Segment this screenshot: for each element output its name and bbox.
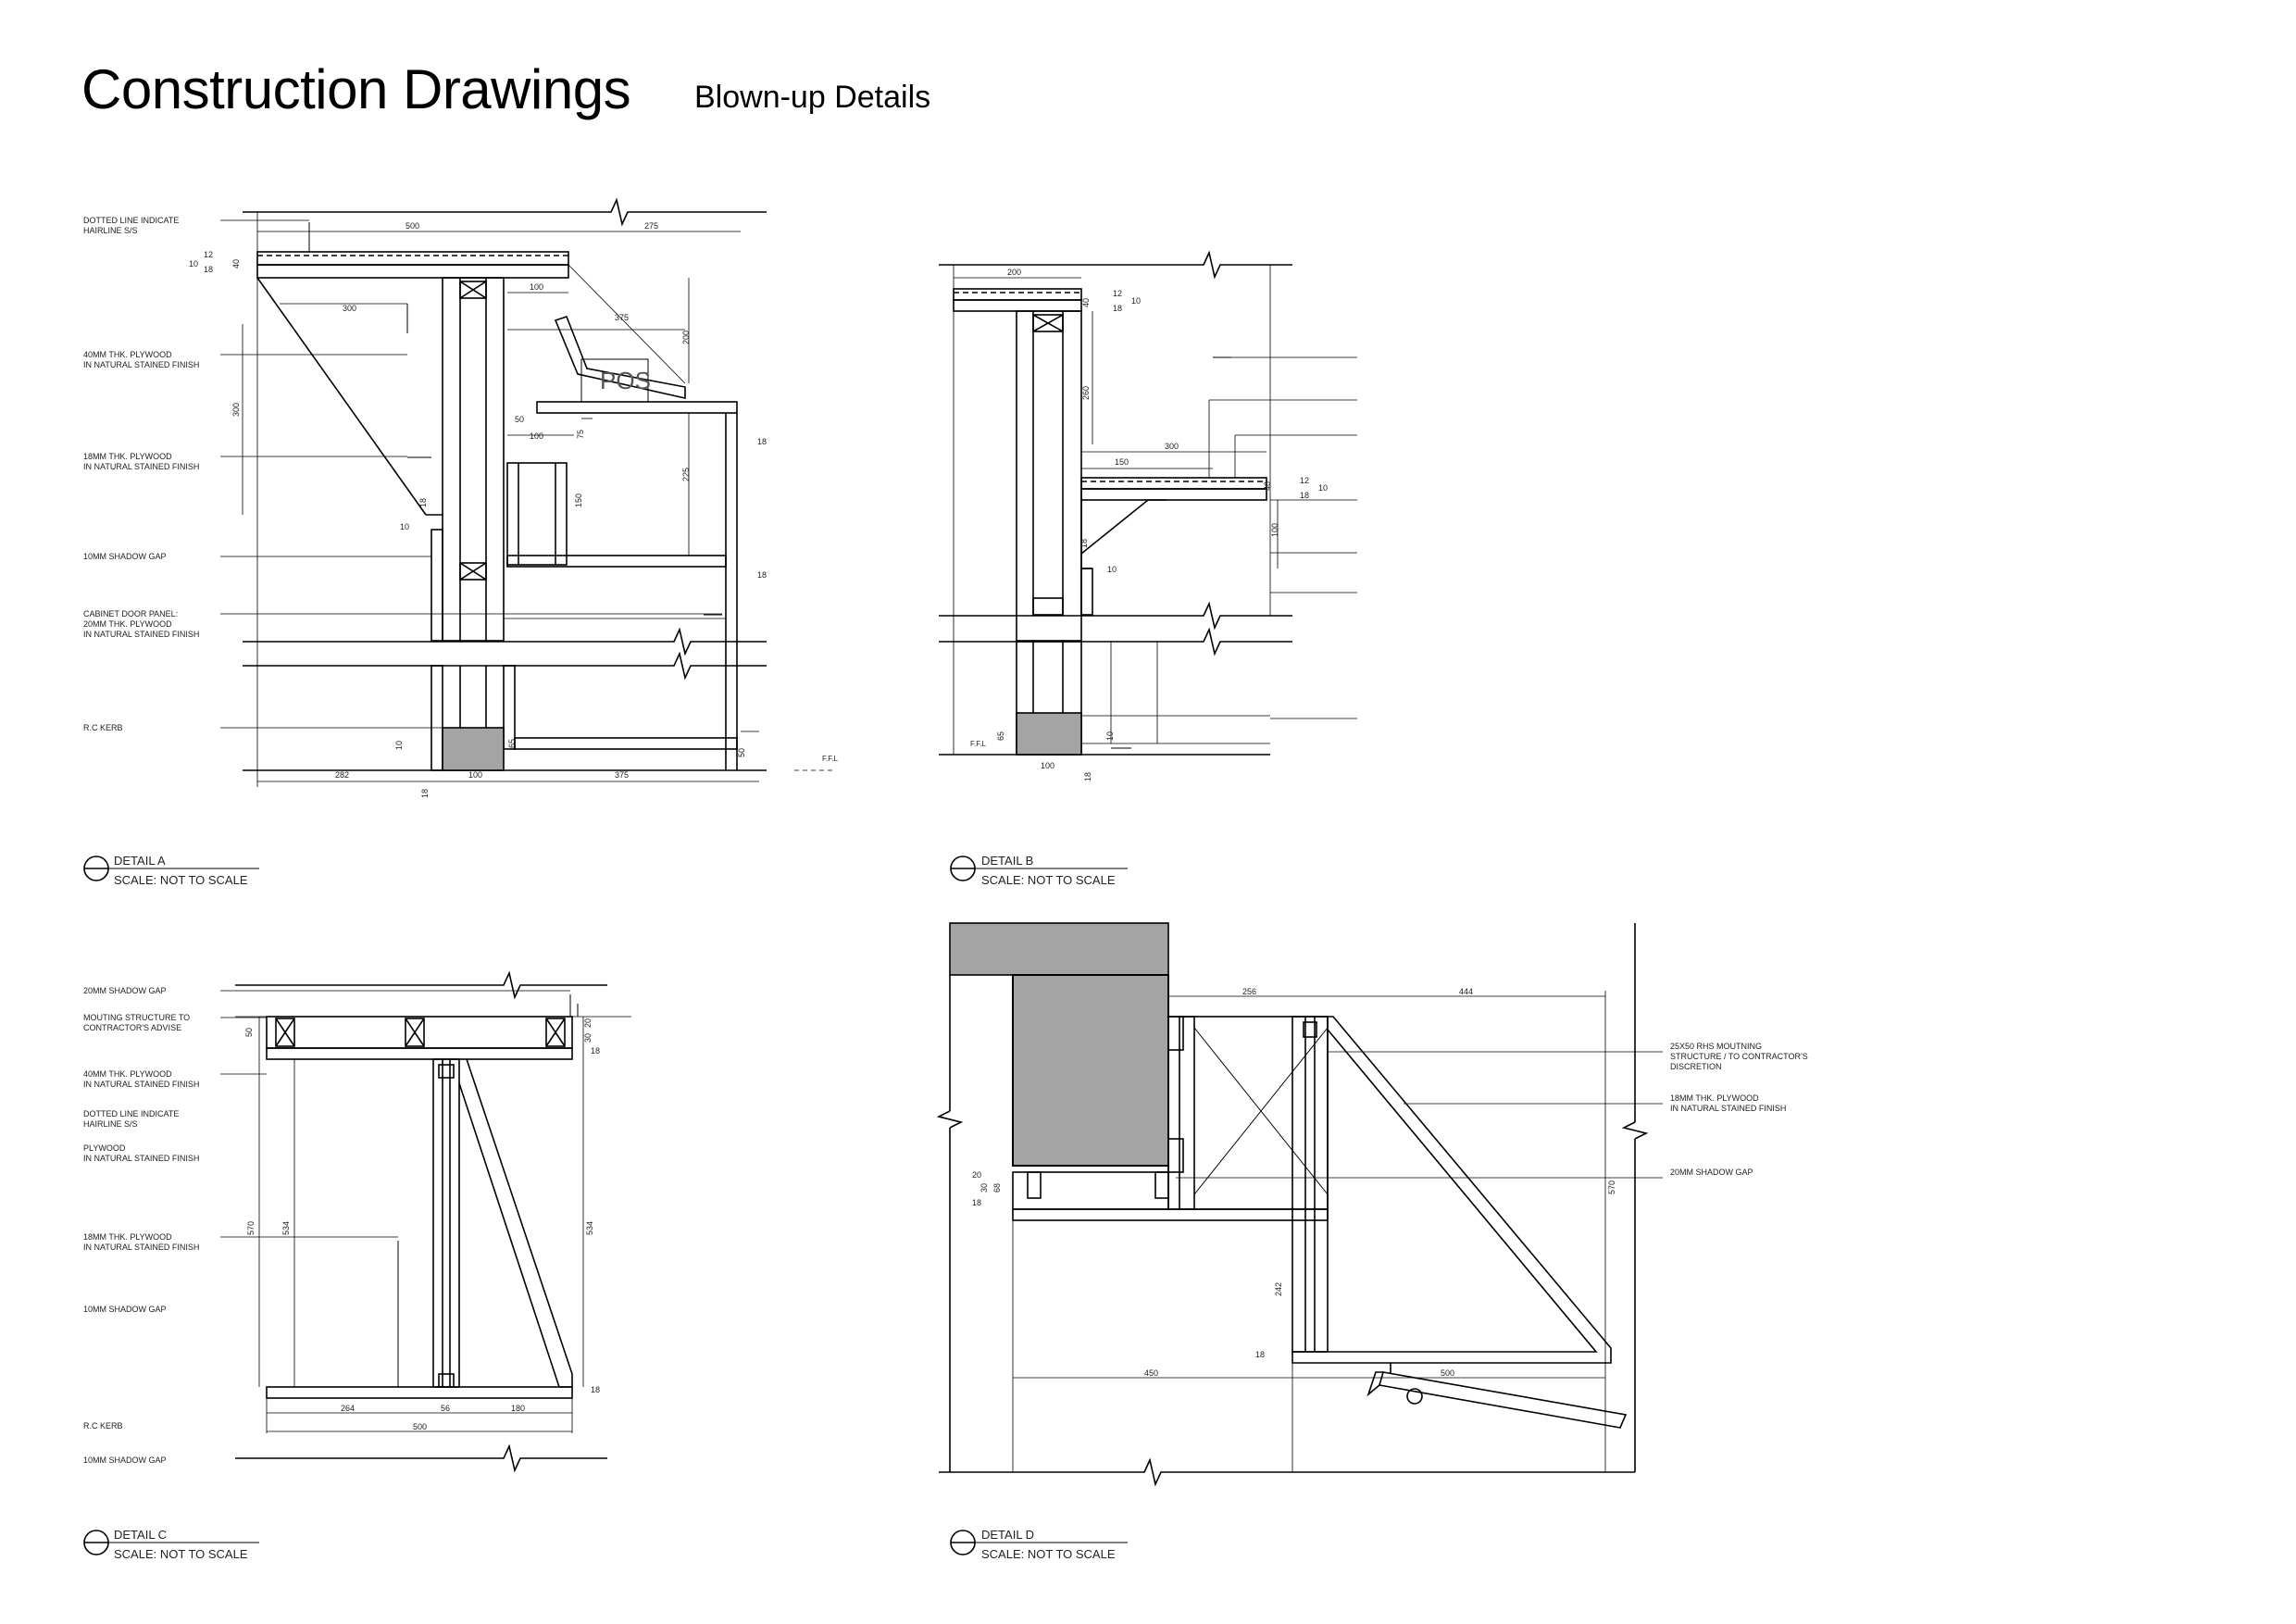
dimension-label: 65: [507, 738, 517, 748]
dimension-label: 75: [576, 429, 585, 439]
detail-c-name: DETAIL C: [114, 1528, 168, 1542]
detail-a-ffl: F.F.L: [822, 755, 838, 763]
door-panel: [1081, 568, 1092, 615]
dimension-label: 40: [1081, 297, 1091, 307]
detail-c-scale: SCALE: NOT TO SCALE: [114, 1547, 248, 1561]
dimension-label: 40: [1263, 481, 1272, 491]
note-text: 20MM SHADOW GAP: [1670, 1168, 1753, 1177]
dimension-label: 10: [394, 740, 404, 750]
note-text: R.C KERB: [83, 1421, 123, 1430]
dimension-label: 30: [980, 1182, 989, 1193]
top-panel-under: [954, 300, 1081, 311]
inner-frame: [507, 463, 567, 565]
lower-panel: [504, 666, 515, 749]
dimension-label: 534: [585, 1220, 594, 1235]
dimension-label: 50: [515, 415, 525, 424]
dimension-label: 10: [1107, 565, 1117, 574]
side-shelf-under: [1081, 489, 1267, 500]
dimension-label: 500: [413, 1422, 428, 1431]
note-text: 10MM SHADOW GAP: [83, 1455, 167, 1465]
note-text: 20MM SHADOW GAP: [83, 986, 167, 995]
dimension-label: 570: [1607, 1180, 1616, 1194]
note-text: 18MM THK. PLYWOOD IN NATURAL STAINED FINISH: [1670, 1093, 1787, 1113]
diagonal-bracket: [459, 1059, 572, 1387]
break-symbol: [939, 1111, 961, 1128]
detail-d-scale: SCALE: NOT TO SCALE: [981, 1547, 1116, 1561]
dimension-label: 200: [681, 330, 691, 344]
door-panel: [431, 530, 443, 641]
dimension-label: 256: [1242, 987, 1257, 996]
break-line: [939, 1460, 1635, 1484]
dimension-label: 10: [189, 259, 199, 269]
dimension-label: 450: [1144, 1368, 1159, 1378]
top-panel: [257, 252, 568, 265]
lower-panel: [431, 666, 443, 770]
page-subtitle: Blown-up Details: [694, 80, 931, 115]
dimension-label: 150: [1115, 457, 1129, 467]
dimension-label: 570: [246, 1220, 256, 1235]
dimension-label: 56: [441, 1404, 451, 1413]
dimension-label: 10: [400, 522, 410, 531]
break-line: [243, 630, 767, 654]
post: [1017, 311, 1081, 641]
top-panel-under: [267, 1048, 572, 1059]
top-panel-under: [257, 265, 568, 278]
note-text: 40MM THK. PLYWOOD IN NATURAL STAINED FINISH: [83, 1069, 200, 1089]
timber-batten: [1033, 598, 1063, 615]
lower-panel: [1013, 1172, 1168, 1209]
detail-a-scale: SCALE: NOT TO SCALE: [114, 873, 248, 887]
dimension-label: 40: [231, 258, 241, 269]
note-text: PLYWOOD IN NATURAL STAINED FINISH: [83, 1143, 200, 1163]
dimension-label: 275: [644, 221, 659, 231]
note-text: CABINET DOOR PANEL: 20MM THK. PLYWOOD IN NATURAL STAINED FINISH: [83, 609, 200, 639]
note-text: 25X50 RHS MOUTNING STRUCTURE / TO CONTRACTOR'S DISCRETION: [1670, 1042, 1808, 1071]
dimension-label: 300: [1165, 442, 1179, 451]
dimension-label: 242: [1274, 1281, 1283, 1296]
dimension-label: 68: [992, 1182, 1002, 1193]
dimension-label: 18: [591, 1046, 601, 1056]
dimension-label: 18: [418, 497, 428, 507]
dimension-label: 18: [1300, 491, 1310, 500]
timber-batten: [1168, 1139, 1183, 1172]
break-symbol: [1624, 1122, 1646, 1139]
dimension-label: 12: [1113, 289, 1123, 298]
detail-b: [939, 253, 1357, 755]
dimension-label: 100: [530, 282, 544, 292]
rc-kerb: [443, 728, 504, 770]
note-text: MOUTING STRUCTURE TO CONTRACTOR'S ADVISE: [83, 1013, 191, 1032]
dimension-label: 150: [574, 493, 583, 507]
timber-batten: [1028, 1172, 1041, 1198]
post: [433, 1059, 459, 1387]
detail-b-ffl: F.F.L: [970, 740, 986, 748]
page-title: Construction Drawings: [81, 58, 631, 120]
note-text: 10MM SHADOW GAP: [83, 552, 167, 561]
note-text: DOTTED LINE INDICATE HAIRLINE S/S: [83, 1109, 180, 1129]
side-shelf: [1081, 478, 1267, 489]
dimension-label: 200: [1007, 268, 1022, 277]
note-text: 40MM THK. PLYWOOD IN NATURAL STAINED FINISH: [83, 350, 200, 369]
dimension-label: 10: [1131, 296, 1142, 306]
dimension-label: 10: [1318, 483, 1329, 493]
detail-d-name: DETAIL D: [981, 1528, 1035, 1542]
dimension-label: 18: [420, 788, 430, 798]
break-line: [235, 1446, 607, 1470]
dimension-label: 264: [341, 1404, 356, 1413]
dimension-label: 534: [281, 1220, 291, 1235]
note-text: DOTTED LINE INDICATE HAIRLINE S/S: [83, 216, 180, 235]
dimension-label: 300: [343, 304, 357, 313]
dimension-label: 100: [530, 431, 544, 441]
detail-b-scale: SCALE: NOT TO SCALE: [981, 873, 1116, 887]
post: [1292, 1017, 1328, 1352]
pos-shelf: [537, 402, 737, 413]
rhs-frame-inner: [1179, 1017, 1194, 1209]
timber-batten: [1168, 1017, 1183, 1050]
timber-batten: [439, 1374, 454, 1387]
dimension-label: 260: [1081, 385, 1091, 400]
dimension-label: 20: [972, 1170, 982, 1180]
dimension-label: 50: [737, 747, 746, 757]
detail-d: [939, 923, 1663, 1484]
detail-a-name: DETAIL A: [114, 854, 166, 868]
dimension-label: 18: [757, 570, 767, 580]
dimension-label: 18: [591, 1385, 601, 1394]
timber-batten: [439, 1065, 454, 1078]
rc-kerb: [1017, 713, 1081, 755]
dimension-label: 18: [757, 437, 767, 446]
dimension-label: 12: [1300, 476, 1310, 485]
dimension-label: 282: [335, 770, 350, 780]
counter-mass: [1013, 975, 1168, 1166]
dimension-label: 444: [1459, 987, 1474, 996]
dimension-label: 18: [1255, 1350, 1266, 1359]
break-line: [939, 253, 1292, 277]
dimension-label: 375: [615, 313, 630, 322]
dimension-label: 18: [1113, 304, 1123, 313]
diagonal-bracket: [1292, 1017, 1611, 1363]
timber-batten: [1155, 1172, 1168, 1198]
dimension-label: 30: [583, 1032, 593, 1043]
dimension-label: 180: [511, 1404, 526, 1413]
diagonal-bracket: [1081, 500, 1167, 554]
dimension-label: 300: [231, 402, 241, 417]
bottom-panel: [267, 1387, 572, 1398]
note-text: 18MM THK. PLYWOOD IN NATURAL STAINED FINISH: [83, 1232, 200, 1252]
top-panel: [267, 1017, 572, 1048]
dimension-label: 100: [468, 770, 483, 780]
dimension-label: 18: [972, 1198, 982, 1207]
dimension-label: 100: [1041, 761, 1055, 770]
post: [443, 278, 504, 641]
wall-mass: [950, 923, 1168, 975]
break-line: [939, 604, 1292, 628]
break-line: [243, 200, 767, 224]
dimension-label: 500: [1441, 1368, 1455, 1378]
dimension-label: 65: [996, 731, 1005, 741]
shelf-panel: [1013, 1209, 1328, 1220]
dimension-label: 20: [583, 1018, 593, 1028]
top-panel: [954, 289, 1081, 300]
dimension-label: 375: [615, 770, 630, 780]
dimension-label: 18: [204, 265, 214, 274]
dimension-label: 12: [204, 250, 214, 259]
note-text: 10MM SHADOW GAP: [83, 1305, 167, 1314]
dimension-label: 100: [1270, 522, 1279, 537]
detail-b-name: DETAIL B: [981, 854, 1034, 868]
break-line: [939, 630, 1292, 654]
detail-c: [235, 973, 631, 1470]
break-line: [235, 973, 607, 997]
dimension-label: 500: [406, 221, 420, 231]
dimension-label: 10: [1105, 731, 1115, 741]
base-shelf: [515, 738, 737, 749]
dimension-label: 50: [244, 1027, 254, 1037]
diagonal-bracket: [257, 278, 426, 515]
foot-rail-end: [1368, 1372, 1383, 1394]
foot-rail: [1379, 1372, 1626, 1428]
pos-label: POS: [600, 367, 651, 394]
dimension-label: 225: [681, 467, 691, 481]
rhs-frame: [1168, 1017, 1328, 1209]
note-text: R.C KERB: [83, 723, 123, 732]
dimension-label: 18: [1083, 771, 1092, 781]
dimension-label: 18: [1079, 538, 1089, 548]
note-text: 18MM THK. PLYWOOD IN NATURAL STAINED FINISH: [83, 452, 200, 471]
